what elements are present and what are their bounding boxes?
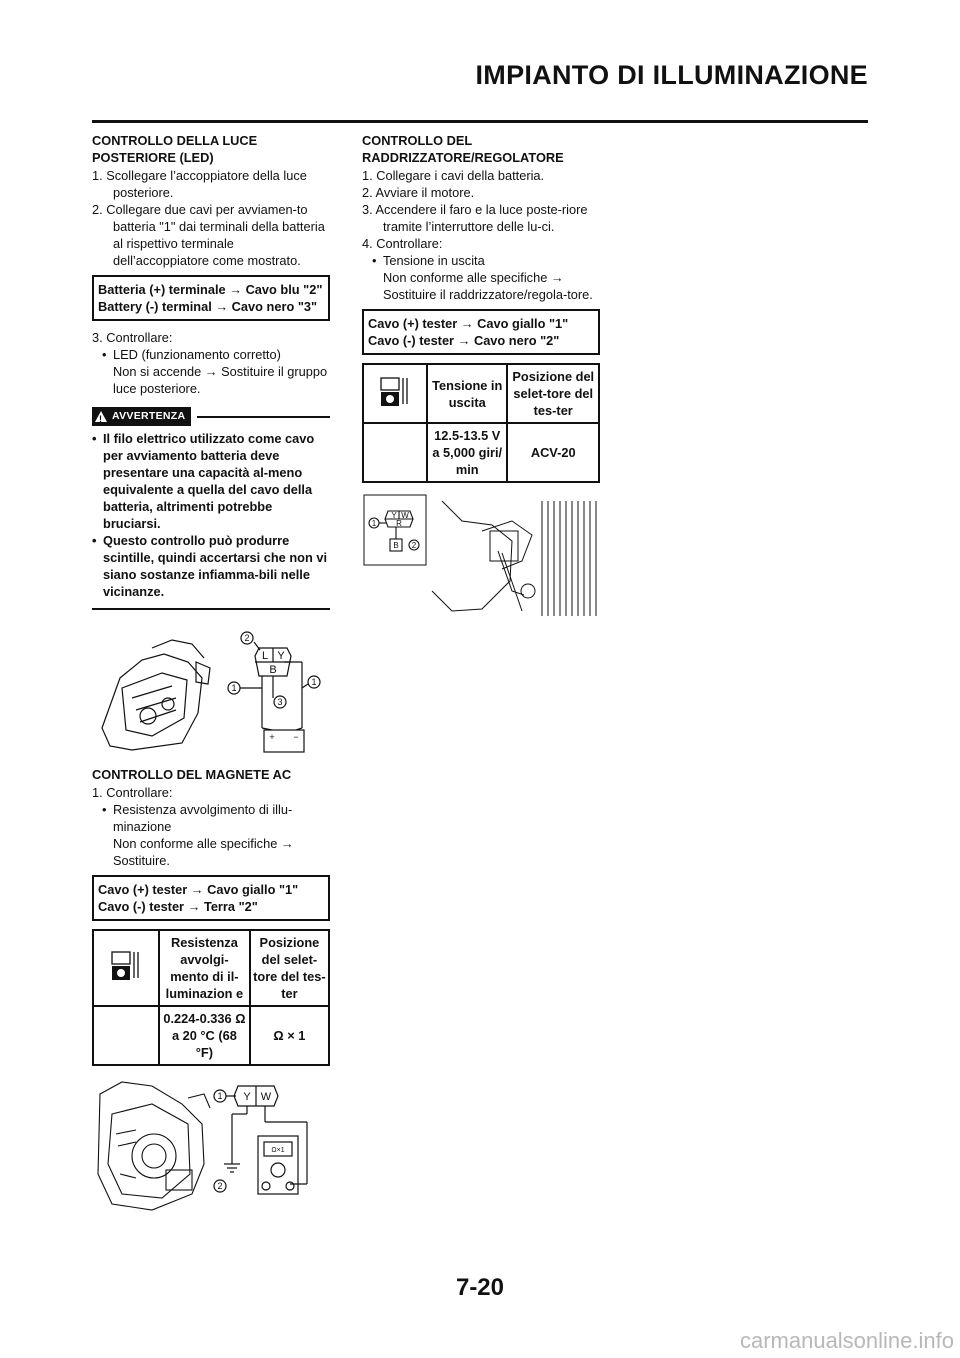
- wire-color-label: Y: [391, 511, 397, 520]
- divider: [197, 416, 330, 418]
- spec-box: [362, 309, 600, 355]
- step: 2. Collegare due cavi per avviamen-to batteria "1" dai terminali della batteria al rispettivo terminale dell’accoppiatore come mostrato.: [92, 202, 325, 268]
- footer-watermark: carmanualsonline.info: [739, 1328, 954, 1353]
- bullet-item: • LED (funzionamento corretto): [92, 346, 330, 363]
- table-cell-empty: [363, 423, 427, 482]
- callout-1: 1: [217, 1091, 223, 1101]
- table-header: Resistenza avvolgi-mento di il-luminazion e: [159, 930, 250, 1006]
- table-cell: Ω × 1: [250, 1006, 329, 1065]
- right-column: [362, 132, 600, 629]
- continuation-text: Non si accende → Sostituire il gruppo luce posteriore.: [113, 364, 328, 396]
- step: 1. Controllare:: [92, 785, 173, 800]
- callout-1: 1: [311, 677, 317, 687]
- table-cell-empty: [93, 1006, 159, 1065]
- section-title: CONTROLLO DEL MAGNETE AC: [92, 767, 292, 782]
- table-header: Tensione in uscita: [427, 364, 507, 423]
- multimeter-icon: [111, 950, 141, 982]
- meter-range-label: Ω×1: [271, 1147, 285, 1154]
- rectifier-regulator-diagram: [362, 491, 600, 621]
- tail-light-diagram: [92, 618, 330, 758]
- wire-color-label: W: [260, 1091, 272, 1103]
- wire-color-label: Y: [277, 650, 285, 662]
- step: 1. Collegare i cavi della batteria.: [362, 168, 545, 183]
- continuation-text: Non conforme alle specifiche → Sostituire.: [113, 836, 294, 868]
- page-title: IMPIANTO DI ILLUMINAZIONE: [475, 60, 868, 90]
- spec-line: Cavo (+) tester → Cavo giallo "1": [368, 316, 569, 331]
- wire-color-label: R: [396, 519, 402, 528]
- multimeter-icon-cell: [363, 364, 427, 423]
- ac-magneto-diagram: [92, 1074, 330, 1214]
- wire-color-label: B: [393, 541, 399, 550]
- divider: [92, 608, 330, 610]
- page-number: 7-20: [455, 1274, 505, 1301]
- table-header: Posizione del selet-tore del tes-ter: [250, 930, 329, 1006]
- table-cell: 12.5-13.5 V a 5,000 giri/ min: [427, 423, 507, 482]
- spec-line: Cavo (-) tester → Cavo nero "2": [368, 333, 560, 348]
- wire-color-label: Y: [243, 1091, 251, 1103]
- multimeter-icon: [380, 376, 410, 408]
- table-cell: 0.224-0.336 Ω a 20 °C (68 °F): [159, 1006, 250, 1065]
- continuation-text: Non conforme alle specifiche → Sostituire il raddrizzatore/regola-tore.: [383, 270, 593, 302]
- spec-box: [92, 875, 330, 921]
- callout-2: 2: [217, 1181, 223, 1191]
- callout-3: 3: [277, 697, 283, 707]
- callout-1: 1: [371, 519, 377, 528]
- callout-2: 2: [244, 633, 250, 643]
- multimeter-icon-cell: [93, 930, 159, 1006]
- section-title: CONTROLLO DELLA LUCE POSTERIORE (LED): [92, 133, 258, 165]
- table-header: Posizione del selet-tore del tes-ter: [507, 364, 599, 423]
- measurement-table: [362, 363, 600, 483]
- spec-line: Battery (-) terminal → Cavo nero "3": [98, 299, 318, 314]
- step: 4. Controllare:: [362, 236, 443, 251]
- warning-label: AVVERTENZA: [112, 410, 186, 422]
- left-column: [92, 132, 330, 1222]
- warning-triangle-icon: [95, 411, 107, 422]
- warning-item: • Questo controllo può produrre scintille, quindi accertarsi che non vi siano sostanze infiamma-bili nelle vicinanze.: [92, 532, 330, 600]
- step: 1. Scollegare l’accoppiatore della luce posteriore.: [92, 168, 307, 200]
- measurement-table: [92, 929, 330, 1066]
- callout-1: 1: [231, 683, 237, 693]
- wire-color-label: B: [269, 664, 277, 676]
- section-title: CONTROLLO DEL RADDRIZZATORE/REGOLATORE: [362, 133, 564, 165]
- spec-line: Cavo (+) tester → Cavo giallo "1": [98, 882, 299, 897]
- spec-line: Batteria (+) terminale → Cavo blu "2": [98, 282, 323, 297]
- spec-line: Cavo (-) tester → Terra "2": [98, 899, 258, 914]
- table-cell: ACV-20: [507, 423, 599, 482]
- warning-block: [92, 407, 330, 610]
- step: 2. Avviare il motore.: [362, 185, 475, 200]
- header-rule: [92, 120, 868, 123]
- bullet-item: • Resistenza avvolgimento di illu-minazione: [92, 801, 330, 835]
- wire-color-label: W: [401, 511, 409, 520]
- wire-color-label: L: [261, 650, 269, 662]
- battery-plus: +: [269, 732, 275, 742]
- bullet-item: • Tensione in uscita: [362, 252, 600, 269]
- battery-minus: −: [293, 732, 299, 742]
- spec-box: [92, 275, 330, 321]
- warning-badge: [92, 407, 191, 426]
- step: 3. Controllare:: [92, 330, 173, 345]
- callout-2: 2: [411, 541, 417, 550]
- warning-item: • Il filo elettrico utilizzato come cavo per avviamento batteria deve presentare una capacità al-meno equivalente a quella del cavo della batteria, altrimenti potrebbe bruciarsi.: [92, 430, 330, 532]
- step: 3. Accendere il faro e la luce poste-riore tramite l’interruttore delle lu-ci.: [362, 202, 588, 234]
